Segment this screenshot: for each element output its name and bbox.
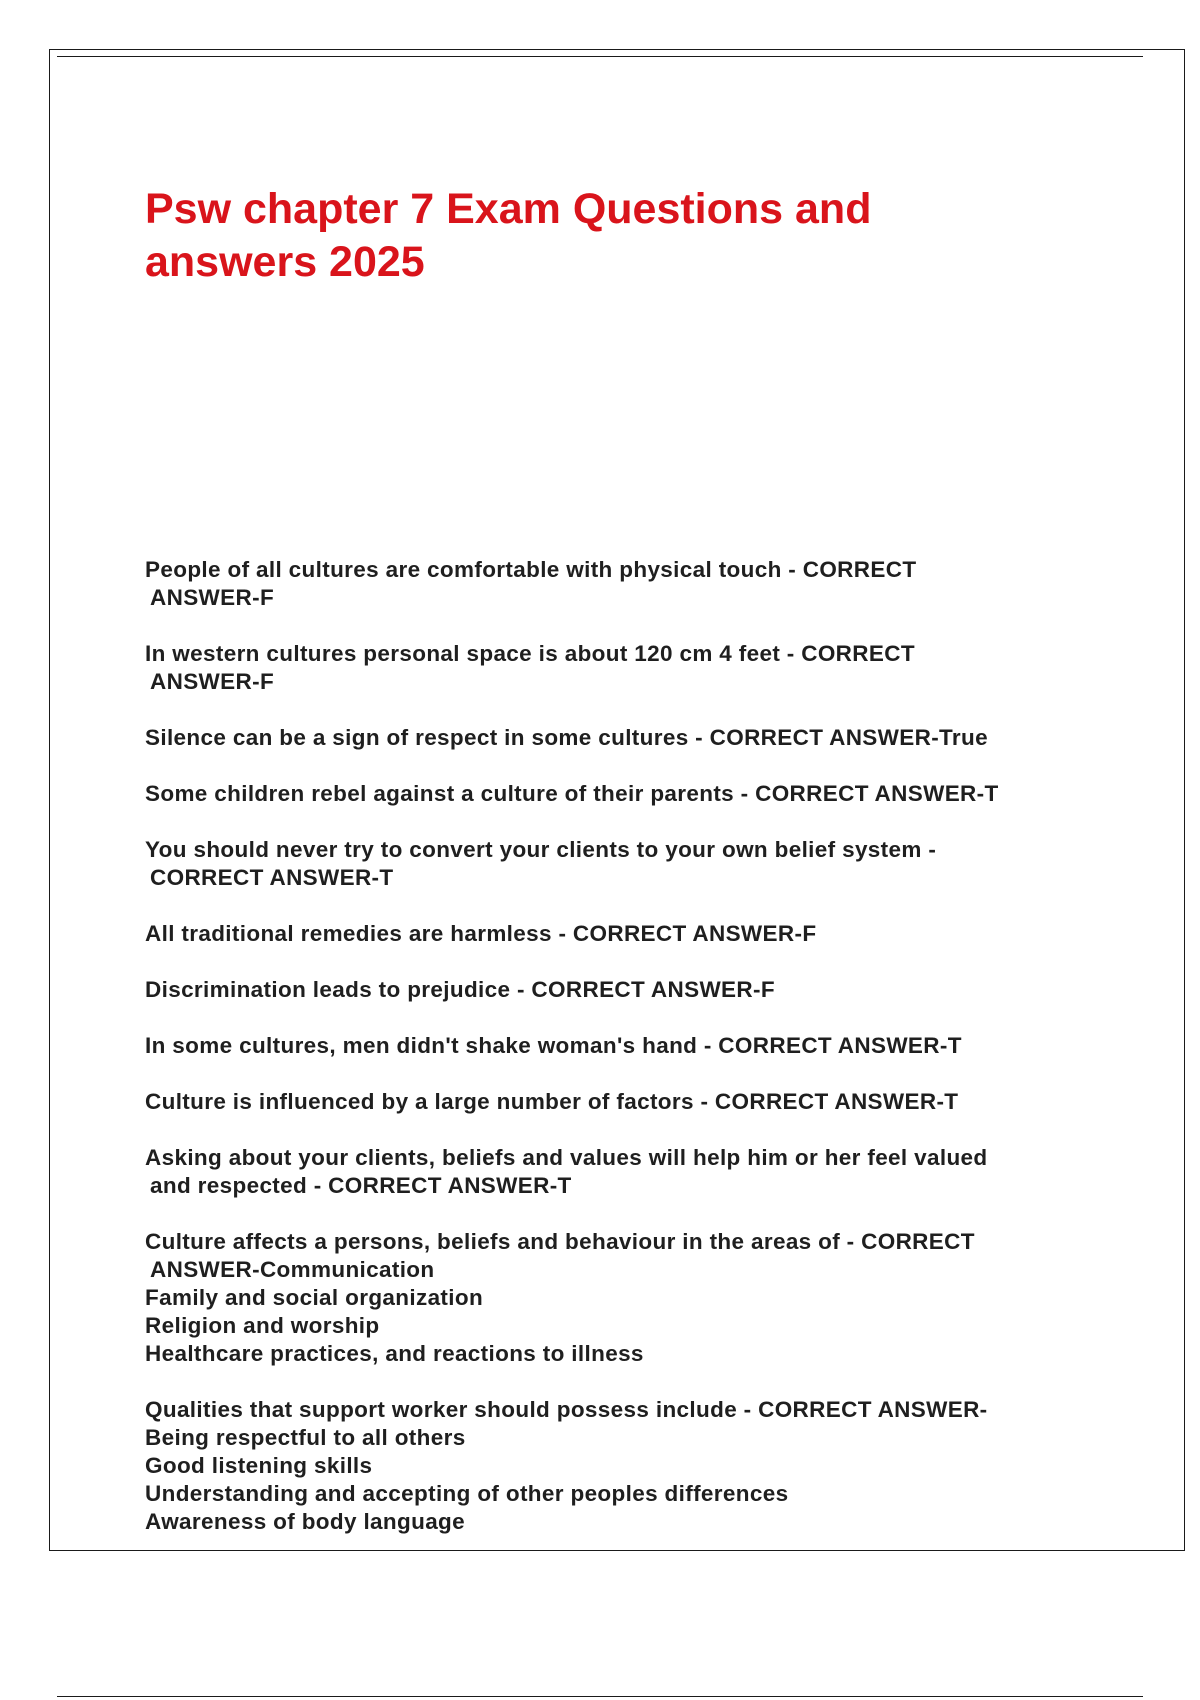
qa-list <box>145 556 1075 1564</box>
qa-item <box>145 920 1075 948</box>
qa-question: Silence can be a sign of respect in some cultures - CORRECT ANSWER-True <box>145 725 988 750</box>
top-rule <box>57 56 1143 57</box>
page-title-line-1: Psw chapter 7 Exam Questions and <box>145 185 872 233</box>
qa-answer-list-item: Being respectful to all others <box>145 1425 466 1450</box>
qa-item <box>145 640 1075 696</box>
qa-item <box>145 1088 1075 1116</box>
page-title <box>145 183 1045 289</box>
qa-item <box>145 1396 1075 1536</box>
qa-answer-list-item: Healthcare practices, and reactions to illness <box>145 1341 644 1366</box>
qa-item <box>145 1228 1075 1368</box>
qa-question: In some cultures, men didn't shake woman's hand - CORRECT ANSWER-T <box>145 1033 962 1058</box>
qa-item <box>145 1032 1075 1060</box>
qa-item <box>145 836 1075 892</box>
qa-answer-list-item: Good listening skills <box>145 1453 373 1478</box>
qa-question: All traditional remedies are harmless - CORRECT ANSWER-F <box>145 921 817 946</box>
qa-question: Some children rebel against a culture of their parents - CORRECT ANSWER-T <box>145 781 999 806</box>
qa-question: Culture affects a persons, beliefs and behaviour in the areas of - CORRECT <box>145 1229 975 1254</box>
qa-item <box>145 556 1075 612</box>
qa-answer: ANSWER-Communication <box>150 1257 435 1282</box>
qa-answer: ANSWER-F <box>150 585 275 610</box>
page-title-line-2: answers 2025 <box>145 238 425 286</box>
qa-question: Asking about your clients, beliefs and values will help him or her feel valued <box>145 1145 988 1170</box>
qa-answer: ANSWER-F <box>150 669 275 694</box>
qa-question: Culture is influenced by a large number of factors - CORRECT ANSWER-T <box>145 1089 959 1114</box>
qa-answer: and respected - CORRECT ANSWER-T <box>150 1173 572 1198</box>
qa-question: Qualities that support worker should possess include - CORRECT ANSWER- <box>145 1397 988 1422</box>
qa-question: People of all cultures are comfortable with physical touch - CORRECT <box>145 557 917 582</box>
qa-answer-list-item: Religion and worship <box>145 1313 380 1338</box>
qa-answer-list-item: Awareness of body language <box>145 1509 466 1534</box>
bottom-rule <box>57 1696 1143 1697</box>
qa-item <box>145 1144 1075 1200</box>
qa-answer-list-item: Family and social organization <box>145 1285 484 1310</box>
qa-question: You should never try to convert your clients to your own belief system - <box>145 837 937 862</box>
qa-question: In western cultures personal space is about 120 cm 4 feet - CORRECT <box>145 641 915 666</box>
qa-item <box>145 724 1075 752</box>
qa-answer: CORRECT ANSWER-T <box>150 865 394 890</box>
qa-question: Discrimination leads to prejudice - CORRECT ANSWER-F <box>145 977 775 1002</box>
qa-item <box>145 976 1075 1004</box>
qa-item <box>145 780 1075 808</box>
qa-answer-list-item: Understanding and accepting of other peoples differences <box>145 1481 789 1506</box>
